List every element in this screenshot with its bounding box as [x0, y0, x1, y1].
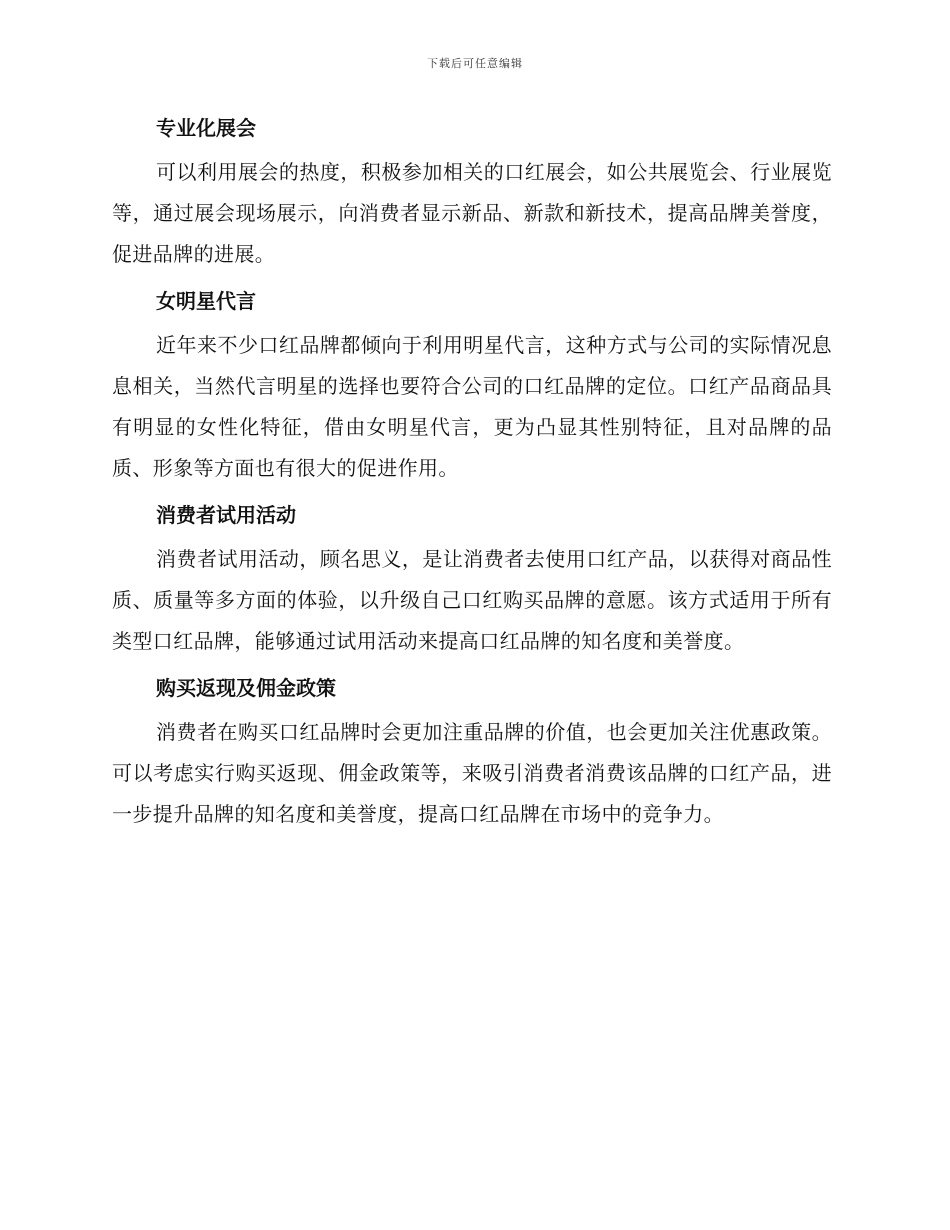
section-paragraph: 消费者试用活动，顾名思义，是让消费者去使用口红产品，以获得对商品性质、质量等多方面的体验，以升级自己口红购买品牌的意愿。该方式适用于所有类型口红品牌，能够通过试用活动来提高口红品牌的知名度和美誉度。: [112, 547, 832, 653]
section-trial-activity: [112, 501, 832, 662]
section-exhibition: [112, 114, 832, 275]
section-celebrity-endorsement: [112, 287, 832, 489]
header-note: 下载后可任意编辑: [427, 57, 523, 70]
document-body: [112, 106, 832, 847]
section-heading: 购买返现及佣金政策: [156, 676, 336, 700]
section-paragraph: 可以利用展会的热度，积极参加相关的口红展会，如公共展览会、行业展览等，通过展会现场展示，向消费者显示新品、新款和新技术，提高品牌美誉度，促进品牌的进展。: [112, 160, 832, 266]
section-paragraph: 消费者在购买口红品牌时会更加注重品牌的价值，也会更加关注优惠政策。可以考虑实行购买返现、佣金政策等，来吸引消费者消费该品牌的口红产品，进一步提升品牌的知名度和美誉度，提高口红品牌在市场中的竞争力。: [112, 720, 832, 826]
section-heading: 专业化展会: [156, 116, 256, 140]
section-heading: 女明星代言: [156, 289, 256, 313]
section-heading: 消费者试用活动: [156, 503, 296, 527]
section-cashback-policy: [112, 674, 832, 835]
section-paragraph: 近年来不少口红品牌都倾向于利用明星代言，这种方式与公司的实际情况息息相关，当然代言明星的选择也要符合公司的口红品牌的定位。口红产品商品具有明显的女性化特征，借由女明星代言，更为凸显其性别特征，且对品牌的品质、形象等方面也有很大的促进作用。: [112, 333, 832, 480]
